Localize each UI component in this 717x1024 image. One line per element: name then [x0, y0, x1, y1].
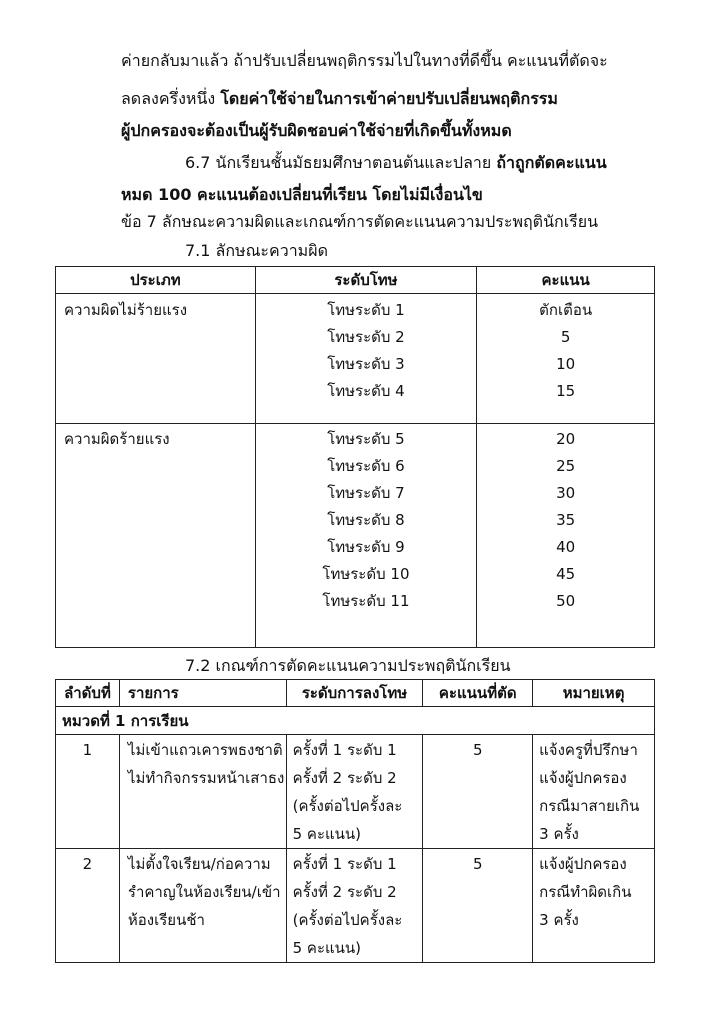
score-cell: 35: [556, 511, 576, 529]
criteria-table-header: [56, 680, 655, 707]
intro-line-4: [185, 152, 607, 174]
level-cell: โทษระดับ 8: [327, 511, 405, 529]
header-penalty: ระดับการลงโทษ: [286, 680, 423, 707]
penalty-line: (ครั้งต่อไปครั้งละ: [292, 911, 403, 929]
section-7-1-heading: 7.1 ลักษณะความผิด: [185, 241, 328, 260]
penalty-line: 5 คะแนน): [292, 825, 362, 843]
level-cell: โทษระดับ 11: [322, 592, 410, 610]
section-7-2-heading: 7.2 เกณฑ์การตัดคะแนนความประพฤตินักเรียน: [185, 656, 511, 675]
header-score: คะแนน: [477, 267, 655, 294]
score-cell: 25: [556, 457, 576, 475]
score-cell: 30: [556, 484, 576, 502]
level-cell: โทษระดับ 5: [327, 430, 405, 448]
item-line: รำคาญในห้องเรียน/เข้า: [127, 883, 281, 901]
note-line: แจ้งผู้ปกครอง: [539, 769, 627, 787]
level-cell: โทษระดับ 7: [327, 484, 405, 502]
item-line: ไม่ตั้งใจเรียน/ก่อความ: [127, 855, 271, 873]
score-cell: 40: [556, 538, 576, 556]
penalty-line: ครั้งที่ 2 ระดับ 2: [292, 883, 397, 901]
level-cell: โทษระดับ 10: [322, 565, 410, 583]
intro-line-2: [121, 88, 558, 110]
offense-level-table: [55, 266, 655, 648]
score-cell: ตักเตือน: [539, 301, 593, 319]
note-line: 3 ครั้ง: [539, 911, 579, 929]
header-type: ประเภท: [56, 267, 256, 294]
header-no: ลำดับที่: [56, 680, 120, 707]
level-cell: โทษระดับ 1: [327, 301, 405, 319]
intro-line-2-bold: โดยค่าใช้จ่ายในการเข้าค่ายปรับเปลี่ยนพฤติกรรม: [220, 89, 558, 108]
penalty-line: (ครั้งต่อไปครั้งละ: [292, 797, 403, 815]
score-cell: 20: [556, 430, 576, 448]
score-cell: 15: [556, 382, 576, 400]
offense-table-header: [56, 267, 655, 294]
intro-line-3: ผู้ปกครองจะต้องเป็นผู้รับผิดชอบค่าใช้จ่ายที่เกิดขึ้นทั้งหมด: [121, 121, 512, 140]
item-line: ไม่ทำกิจกรรมหน้าเสาธง: [127, 769, 285, 787]
category-row: [56, 707, 655, 735]
offense-type: ความผิดไม่ร้ายแรง: [64, 301, 188, 319]
penalty-line: ครั้งที่ 1 ระดับ 1: [292, 855, 397, 873]
intro-line-2-plain: ลดลงครึ่งหนึ่ง: [121, 89, 221, 108]
level-cell: โทษระดับ 2: [327, 328, 405, 346]
demerit-criteria-table: [55, 679, 655, 963]
intro-line-1: ค่ายกลับมาแล้ว ถ้าปรับเปลี่ยนพฤติกรรมไปในทางที่ดีขึ้น คะแนนที่ตัดจะ: [121, 51, 608, 70]
penalty-line: 5 คะแนน): [292, 939, 362, 957]
intro-line-4-bold: ถ้าถูกตัดคะแนน: [496, 153, 607, 172]
offense-type: ความผิดร้ายแรง: [64, 430, 170, 448]
section-7-heading: ข้อ 7 ลักษณะความผิดและเกณฑ์การตัดคะแนนความประพฤตินักเรียน: [121, 212, 599, 231]
penalty-line: ครั้งที่ 1 ระดับ 1: [292, 741, 397, 759]
intro-line-4-plain: 6.7 นักเรียนชั้นมัธยมศึกษาตอนต้นและปลาย: [185, 153, 497, 172]
row-no: 1: [82, 741, 93, 759]
deducted-score: 5: [472, 741, 483, 759]
note-line: กรณีมาสายเกิน: [539, 797, 640, 815]
header-note: หมายเหตุ: [533, 680, 655, 707]
note-line: กรณีทำผิดเกิน: [539, 883, 632, 901]
intro-line-5: หมด 100 คะแนนต้องเปลี่ยนที่เรียน โดยไม่มีเงื่อนไข: [121, 185, 483, 204]
note-line: แจ้งผู้ปกครอง: [539, 855, 627, 873]
header-deducted: คะแนนที่ตัด: [423, 680, 533, 707]
deducted-score: 5: [472, 855, 483, 873]
level-cell: โทษระดับ 4: [327, 382, 405, 400]
note-line: 3 ครั้ง: [539, 825, 579, 843]
score-cell: 10: [556, 355, 576, 373]
table-row: [56, 849, 655, 963]
table-row: [56, 424, 655, 648]
penalty-line: ครั้งที่ 2 ระดับ 2: [292, 769, 397, 787]
item-line: ห้องเรียนช้า: [127, 911, 205, 929]
table-row: [56, 735, 655, 849]
category-label: หมวดที่ 1 การเรียน: [56, 707, 655, 735]
note-line: แจ้งครูที่ปรึกษา: [539, 741, 638, 759]
header-item: รายการ: [119, 680, 286, 707]
score-cell: 50: [556, 592, 576, 610]
level-cell: โทษระดับ 9: [327, 538, 405, 556]
score-cell: 45: [556, 565, 576, 583]
header-level: ระดับโทษ: [255, 267, 477, 294]
row-no: 2: [82, 855, 93, 873]
item-line: ไม่เข้าแถวเคารพธงชาติ: [127, 741, 283, 759]
level-cell: โทษระดับ 6: [327, 457, 405, 475]
table-row: [56, 294, 655, 424]
score-cell: 5: [560, 328, 571, 346]
level-cell: โทษระดับ 3: [327, 355, 405, 373]
